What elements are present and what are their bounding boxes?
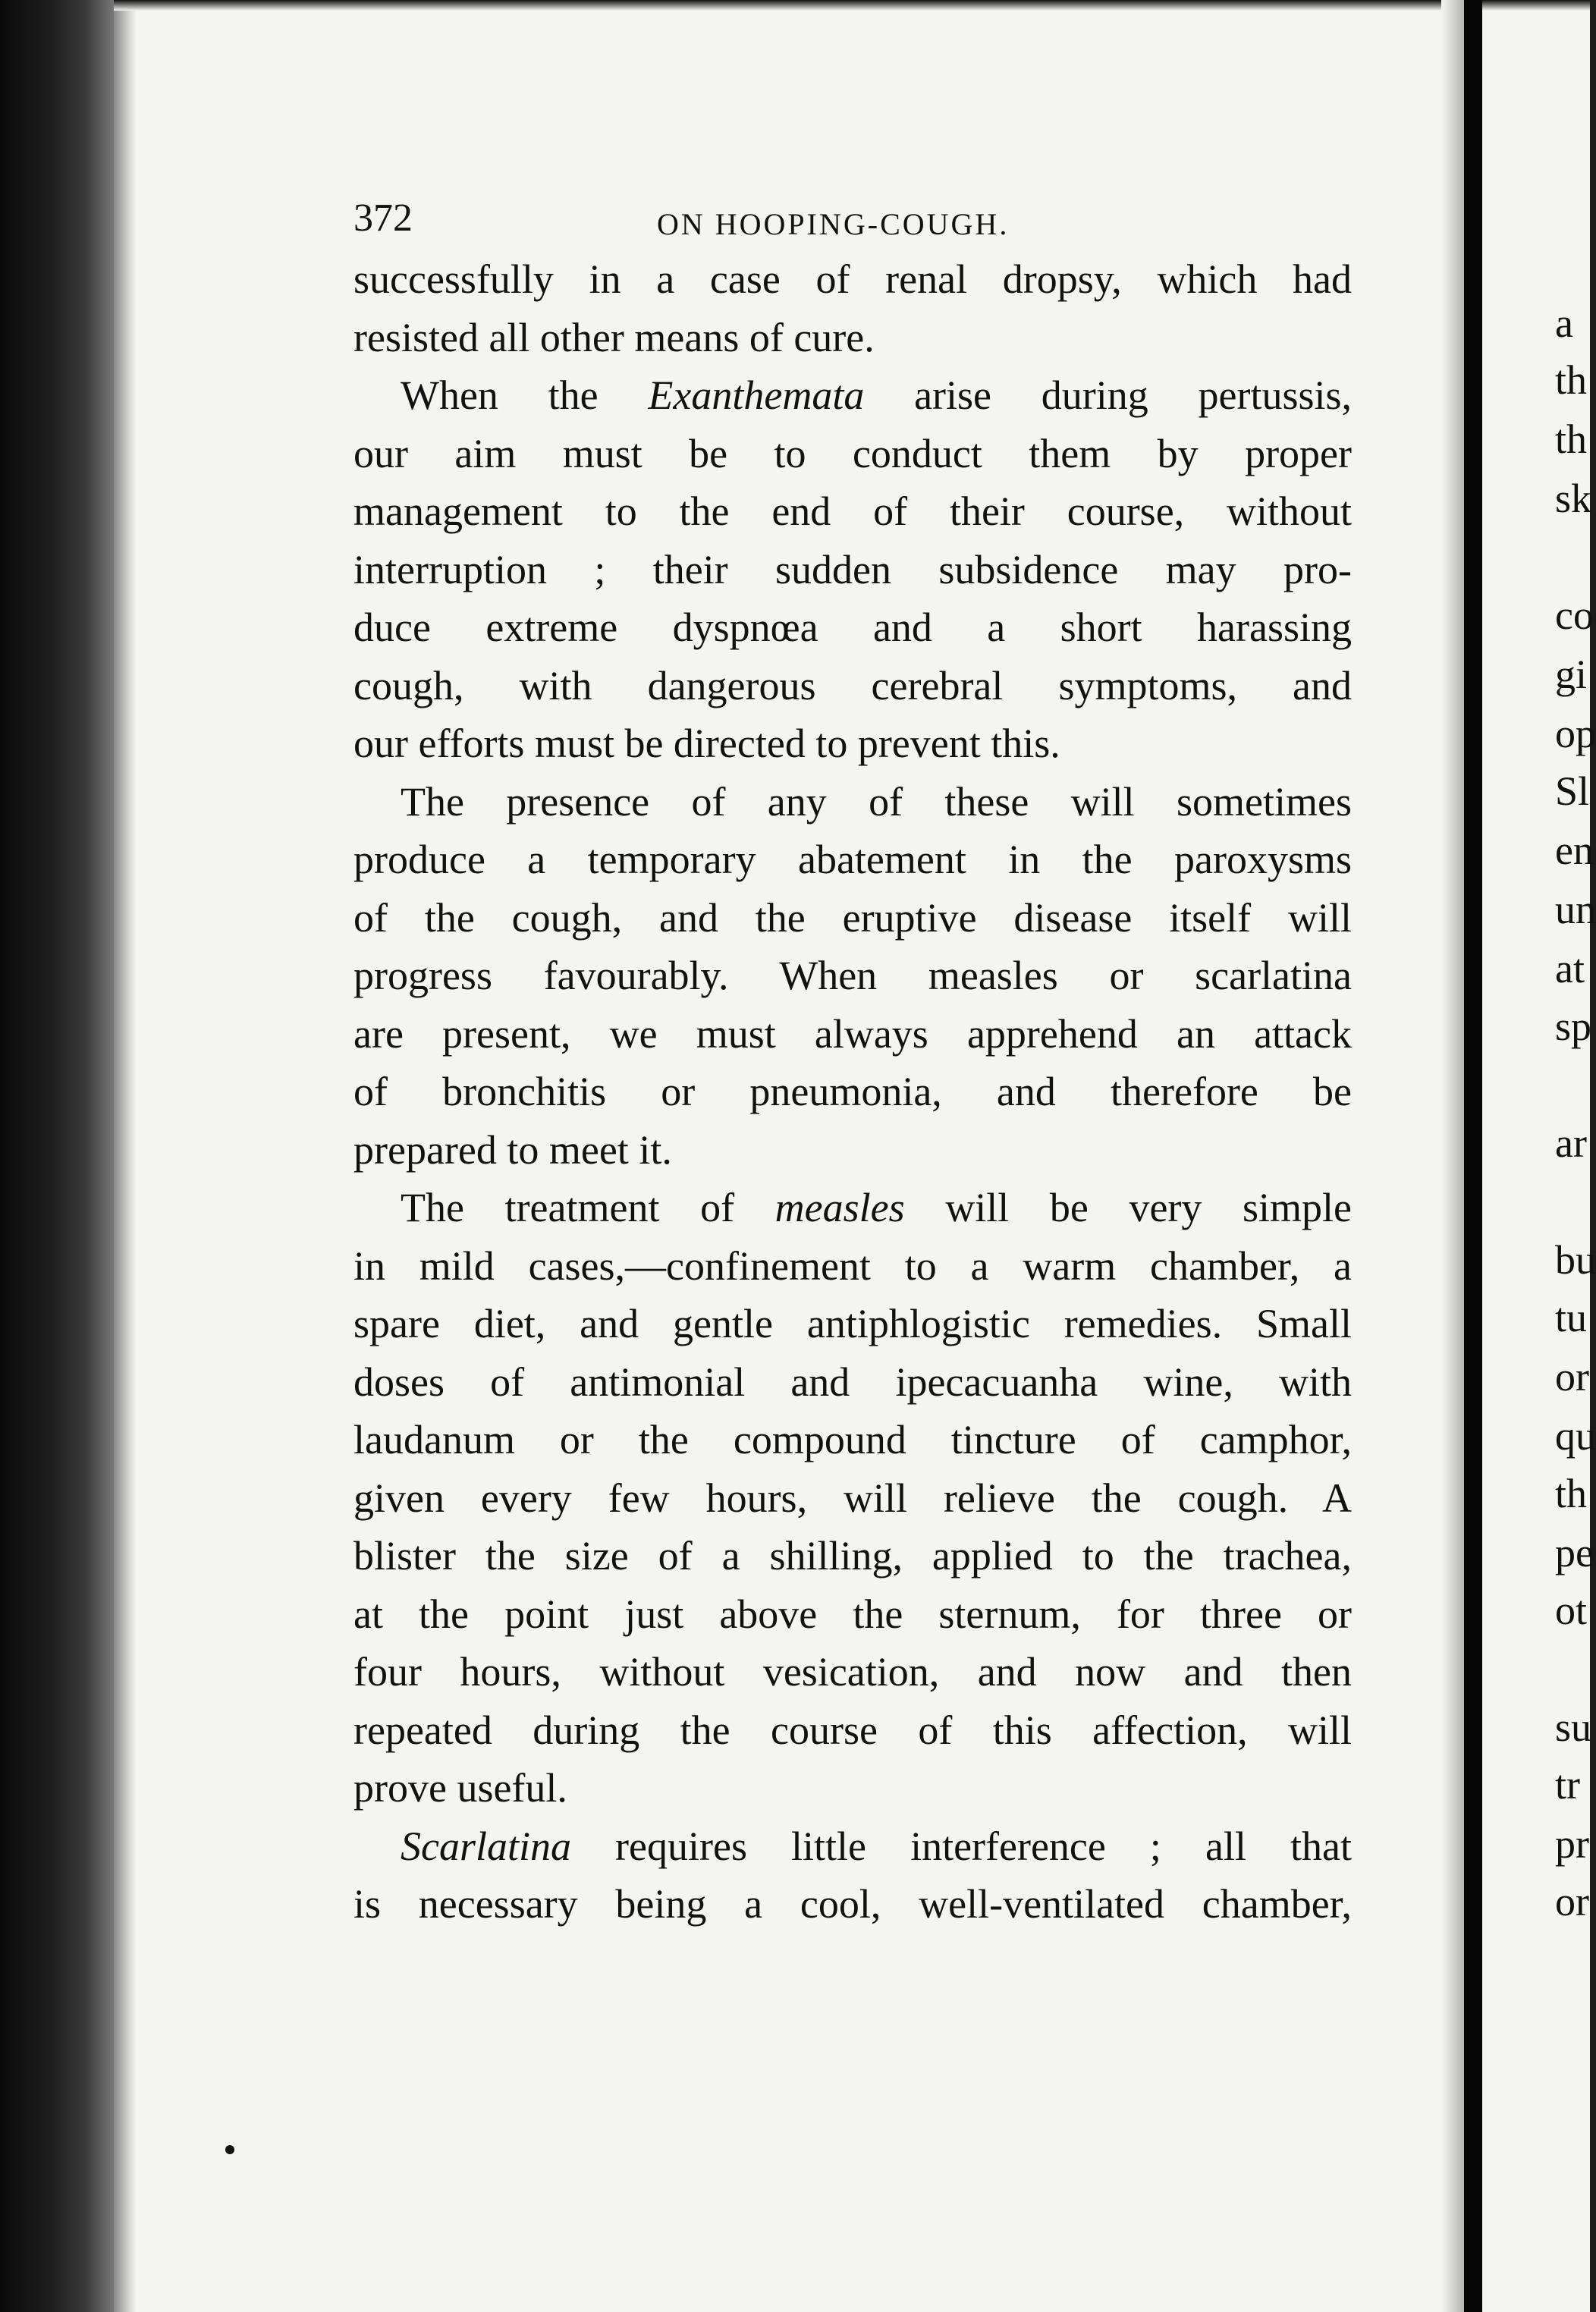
text-run: interruption ; their sudden subsidence may pro- <box>353 546 1352 592</box>
text-line <box>353 1411 1352 1469</box>
text-line <box>353 541 1352 599</box>
text-line <box>353 1353 1352 1412</box>
text-run: four hours, without vesication, and now and then <box>353 1649 1352 1695</box>
text-line <box>353 425 1352 483</box>
facing-page-fragment: th <box>1555 1471 1588 1516</box>
page-fold <box>1464 0 1482 2312</box>
text-line <box>353 1179 1352 1237</box>
facing-page-fragment: en <box>1555 828 1594 873</box>
facing-page-fragment: gi <box>1555 652 1588 697</box>
facing-page-fragment: th <box>1555 357 1588 403</box>
text-run: duce extreme dyspnœa and a short harassing <box>353 605 1352 650</box>
text-line <box>353 1817 1352 1876</box>
text-line <box>353 366 1352 425</box>
text-line <box>353 831 1352 889</box>
facing-page-fragment: un <box>1555 887 1596 932</box>
text-line <box>353 1527 1352 1585</box>
text-line <box>353 773 1352 831</box>
text-line <box>353 1295 1352 1353</box>
text-run: given every few hours, will relieve the cough. A <box>353 1475 1352 1521</box>
running-title: ON HOOPING-COUGH. <box>657 207 1010 241</box>
facing-page-fragment: a <box>1555 300 1573 346</box>
top-edge-shadow <box>114 0 1590 11</box>
italic-term: measles <box>774 1185 905 1230</box>
text-line <box>353 482 1352 541</box>
text-line <box>353 1237 1352 1296</box>
text-run: at the point just above the sternum, for three or <box>353 1591 1352 1637</box>
text-run: doses of antimonial and ipecacuanha wine, with <box>353 1359 1352 1405</box>
ink-speck <box>225 2145 234 2154</box>
running-head <box>353 182 1352 250</box>
facing-page-fragment: co <box>1555 592 1594 638</box>
facing-page-fragment: qu <box>1555 1413 1596 1459</box>
text-line <box>353 1759 1352 1817</box>
text-line <box>353 309 1352 367</box>
text-run: The treatment of <box>401 1185 775 1230</box>
text-run: will be very simple <box>904 1185 1352 1230</box>
binding-gutter <box>0 0 114 2312</box>
facing-page-fragment: Sl <box>1555 768 1590 814</box>
text-run: prove useful. <box>353 1765 567 1811</box>
facing-page-fragment: pe <box>1555 1530 1594 1575</box>
left-page <box>353 182 1352 1933</box>
text-run: management to the end of their course, without <box>353 488 1352 534</box>
text-line <box>353 657 1352 715</box>
text-run: The presence of any of these will sometimes <box>401 778 1352 825</box>
facing-page-edge <box>1554 0 1596 2312</box>
text-run: blister the size of a shilling, applied to the trachea, <box>353 1533 1352 1579</box>
text-run: our efforts must be directed to prevent this. <box>353 721 1060 766</box>
text-run: successfully in a case of renal dropsy, which had <box>353 256 1352 302</box>
page-number: 372 <box>353 196 413 240</box>
facing-page-fragment: or <box>1555 1879 1589 1924</box>
fold-shadow <box>1441 0 1464 2312</box>
text-line <box>353 947 1352 1005</box>
facing-page-fragment: th <box>1555 416 1588 462</box>
text-line <box>353 1063 1352 1121</box>
text-run: are present, we must always apprehend an attack <box>353 1010 1352 1057</box>
text-run: of bronchitis or pneumonia, and therefore be <box>353 1069 1352 1114</box>
text-run: in mild cases,—confinement to a warm chamber, a <box>353 1242 1352 1289</box>
text-line <box>353 1585 1352 1644</box>
italic-term: Exanthemata <box>648 372 865 418</box>
facing-page-fragment: tr <box>1555 1762 1580 1808</box>
text-run: of the cough, and the eruptive disease itself will <box>353 894 1352 941</box>
text-run: arise during pertussis, <box>864 372 1353 418</box>
text-run: our aim must be to conduct them by proper <box>353 430 1352 476</box>
italic-term: Scarlatina <box>401 1823 571 1869</box>
text-run: progress favourably. When measles or scarlatina <box>353 953 1352 998</box>
facing-page-fragment: tu <box>1555 1295 1588 1340</box>
facing-page-fragment: pr <box>1555 1821 1589 1867</box>
text-line <box>353 1121 1352 1180</box>
facing-page-fragment: sp <box>1555 1004 1592 1049</box>
page-edge-shadow <box>114 0 137 2312</box>
text-line <box>353 1643 1352 1701</box>
text-line <box>353 598 1352 657</box>
text-run: laudanum or the compound tincture of camphor, <box>353 1417 1352 1462</box>
facing-page-fragment: sk <box>1555 476 1592 521</box>
text-run: produce a temporary abatement in the paroxysms <box>353 837 1352 882</box>
text-run: cough, with dangerous cerebral symptoms, and <box>353 662 1352 708</box>
text-line <box>353 715 1352 773</box>
text-run: spare diet, and gentle antiphlogistic remedies. Small <box>353 1301 1352 1346</box>
facing-page-fragment: su <box>1555 1704 1592 1750</box>
text-line <box>353 889 1352 947</box>
facing-page-fragment: op <box>1555 711 1596 756</box>
text-run: prepared to meet it. <box>353 1126 672 1173</box>
text-line <box>353 250 1352 309</box>
facing-page-fragment: at <box>1555 946 1585 991</box>
facing-page-fragment: bu <box>1555 1237 1596 1283</box>
text-line <box>353 1469 1352 1528</box>
text-line <box>353 1005 1352 1063</box>
body-text <box>353 250 1352 1933</box>
text-run: repeated during the course of this affection, will <box>353 1707 1352 1753</box>
facing-page-fragment: or <box>1555 1354 1589 1399</box>
facing-page-fragment: ot <box>1555 1588 1588 1633</box>
text-run: resisted all other means of cure. <box>353 314 875 360</box>
text-run: When the <box>401 372 649 418</box>
text-line <box>353 1875 1352 1933</box>
text-run: is necessary being a cool, well-ventilated chamber, <box>353 1881 1352 1927</box>
text-run: requires little interference ; all that <box>571 1823 1352 1869</box>
text-line <box>353 1701 1352 1760</box>
facing-page-fragment: ar <box>1555 1120 1587 1166</box>
